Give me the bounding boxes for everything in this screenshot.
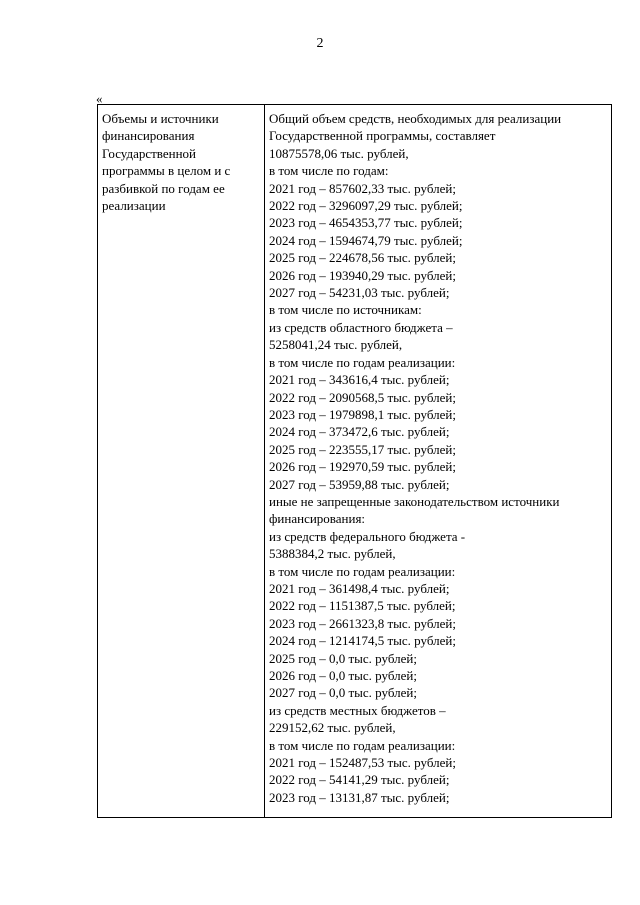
text-line: 2024 год – 1214174,5 тыс. рублей; <box>269 633 456 649</box>
text-line: Общий объем средств, необходимых для реализации <box>269 111 562 126</box>
table-row <box>98 105 612 818</box>
text-line: 2026 год – 193940,29 тыс. рублей; <box>269 267 456 283</box>
funding-details-text <box>269 110 607 806</box>
text-line: из средств областного бюджета – <box>269 319 453 335</box>
text-line: финансирования <box>102 128 195 144</box>
text-line: 2027 год – 54231,03 тыс. рублей; <box>269 285 450 301</box>
text-line: 2021 год – 343616,4 тыс. рублей; <box>269 372 450 388</box>
text-line: разбивкой по годам ее <box>102 180 225 196</box>
text-line: 2023 год – 1979898,1 тыс. рублей; <box>269 406 456 422</box>
text-line: в том числе по годам реализации: <box>269 563 456 579</box>
text-line: программы в целом и с <box>102 163 231 179</box>
text-line: реализации <box>102 198 166 214</box>
text-line: 5388384,2 тыс. рублей, <box>269 546 396 562</box>
text-line: 2021 год – 152487,53 тыс. рублей; <box>269 755 456 771</box>
text-line: Государственной <box>102 145 197 161</box>
opening-quote-mark: « <box>96 91 103 106</box>
text-line: 2023 год – 4654353,77 тыс. рублей; <box>269 215 463 231</box>
text-line: 2026 год – 192970,59 тыс. рублей; <box>269 459 456 475</box>
text-line: 2027 год – 0,0 тыс. рублей; <box>269 685 417 701</box>
text-line: 10875578,06 тыс. рублей, <box>269 145 409 161</box>
funding-label-cell <box>98 105 265 818</box>
text-line: 2021 год – 857602,33 тыс. рублей; <box>269 180 456 196</box>
text-line: 229152,62 тыс. рублей, <box>269 720 396 736</box>
text-line: Государственной программы, составляет <box>269 128 496 144</box>
text-line: иные не запрещенные законодательством источники <box>269 493 560 509</box>
text-line: 2022 год – 1151387,5 тыс. рублей; <box>269 598 456 614</box>
text-line: 2026 год – 0,0 тыс. рублей; <box>269 668 417 683</box>
text-line: 2022 год – 54141,29 тыс. рублей; <box>269 772 450 788</box>
program-funding-table <box>97 104 612 818</box>
text-line: 2025 год – 0,0 тыс. рублей; <box>269 650 417 666</box>
text-line: 2021 год – 361498,4 тыс. рублей; <box>269 580 450 596</box>
text-line: 2025 год – 223555,17 тыс. рублей; <box>269 441 456 457</box>
text-line: 2027 год – 53959,88 тыс. рублей; <box>269 476 450 492</box>
text-line: 2022 год – 2090568,5 тыс. рублей; <box>269 389 456 405</box>
text-line: 2024 год – 1594674,79 тыс. рублей; <box>269 232 463 248</box>
funding-label-text <box>102 110 260 214</box>
text-line: 2025 год – 224678,56 тыс. рублей; <box>269 250 456 266</box>
text-line: 2024 год – 373472,6 тыс. рублей; <box>269 424 450 440</box>
page-number: 2 <box>316 36 324 51</box>
funding-details-cell <box>265 105 612 818</box>
text-line: в том числе по источникам: <box>269 302 422 318</box>
text-line: 5258041,24 тыс. рублей, <box>269 337 403 353</box>
text-line: 2023 год – 13131,87 тыс. рублей; <box>269 789 450 805</box>
text-line: в том числе по годам: <box>269 163 389 179</box>
text-line: из средств местных бюджетов – <box>269 702 446 718</box>
text-line: финансирования: <box>269 511 366 527</box>
text-line: 2022 год – 3296097,29 тыс. рублей; <box>269 198 463 214</box>
text-line: в том числе по годам реализации: <box>269 354 456 370</box>
text-line: Объемы и источники <box>102 111 219 126</box>
text-line: в том числе по годам реализации: <box>269 737 456 753</box>
text-line: из средств федерального бюджета - <box>269 528 466 544</box>
text-line: 2023 год – 2661323,8 тыс. рублей; <box>269 615 456 631</box>
